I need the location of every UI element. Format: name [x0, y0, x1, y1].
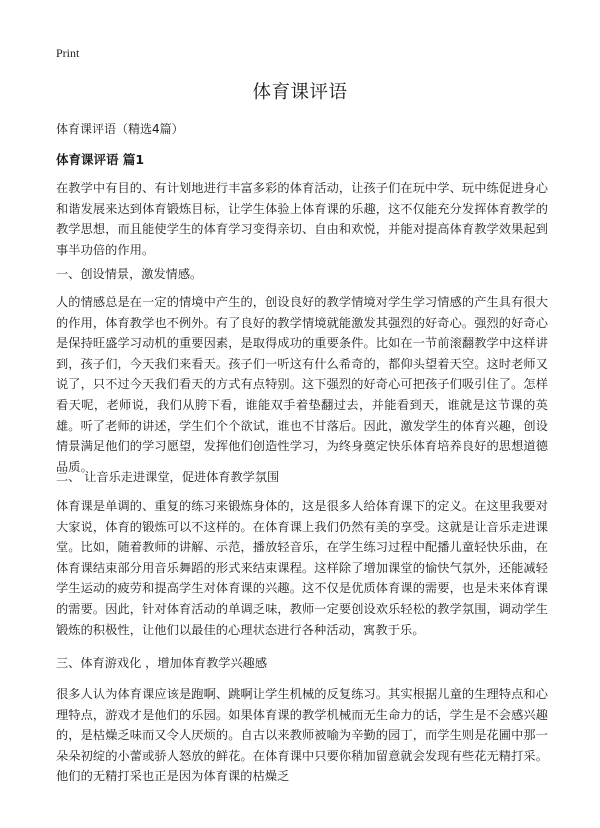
paragraph-music: 体育课是单调的、重复的练习来锻炼身体的，这是很多人给体育课下的定义。在这里我要对大家说，体育的锻炼可以不这样的。在体育课上我们仍然有美的享受。这就是让音乐走进课堂。比如，随着教师的讲解、示范，播放轻音乐，在学生练习过程中配播儿童轻快乐曲，在体育课结束部分用音乐舞蹈的形式来结束课程。这样除了增加课堂的愉快气氛外，还能减轻学生运动的疲劳和提高学生对体育课的兴趣。这不仅是优质体育课的需要，也是未来体育课的需要。因此，针对体育活动的单调乏味，教师一定要创设欢乐轻松的教学氛围，调动学生锻炼的积极性，让他们以最佳的心理状态进行各种活动，寓教于乐。 [56, 499, 548, 637]
document-subtitle: 体育课评语（精选4篇） [56, 122, 184, 136]
paragraph-intro: 在教学中有目的、有计划地进行丰富多彩的体育活动，让孩子们在玩中学、玩中练促进身心和谐发展来达到体育锻炼目标，让学生体验上体育课的乐趣，这不仅能充分发挥体育教学的教学思想，而且能使学生的体育学习变得亲切、自由和欢悦，并能对提高体育教学效果起到事半功倍的作用。 [56, 181, 548, 257]
subheading-3: 三、体育游戏化 ，增加体育教学兴趣感 [56, 656, 268, 670]
print-link[interactable]: Print [56, 46, 80, 60]
page-title: 体育课评语 [252, 82, 348, 103]
section-heading: 体育课评语 篇1 [56, 152, 145, 167]
subheading-1: 一、创设情景，激发情感。 [56, 267, 203, 281]
subheading-2: 二、 让音乐走进课堂，促进体育教学氛围 [56, 470, 280, 484]
paragraph-situation: 人的情感总是在一定的情境中产生的，创设良好的教学情境对学生学习情感的产生具有很大的作用，体育教学也不例外。有了良好的教学情境就能激发其强烈的好奇心。强烈的好奇心是保持旺盛学习动机的重要因素，是取得成功的重要条件。比如在一节前滚翻教学中这样讲到，孩子们，今天我们来看天。孩子们一听这有什么希奇的，都仰头望着天空。这时老师又说了，只不过今天我们看天的方式有点特别。这下强烈的好奇心可把孩子们吸引住了。怎样看天呢，老师说，我们从胯下看，谁能双手着垫翻过去，并能看到天，谁就是这节课的英雄。听了老师的讲述，学生们个个欲试，谁也不甘落后。因此，激发学生的体育兴趣，创设情景满足他们的学习愿望，发挥他们创造性学习，为终身奠定快乐体育培养良好的思想道德品质。 [56, 295, 548, 474]
paragraph-games: 很多人认为体育课应该是跑啊、跳啊让学生机械的反复练习。其实根据儿童的生理特点和心理特点，游戏才是他们的乐园。如果体育课的教学机械而无生命力的话，学生是不会感兴趣的，是枯燥乏味而又令人厌烦的。自古以来教师被喻为辛勤的园丁，而学生则是花圃中那一朵朵初绽的小蕾或骄人怒放的鲜花。在体育课中只要你稍加留意就会发现有些花无精打采。他们的无精打采也正是因为体育课的枯燥乏 [56, 687, 548, 784]
